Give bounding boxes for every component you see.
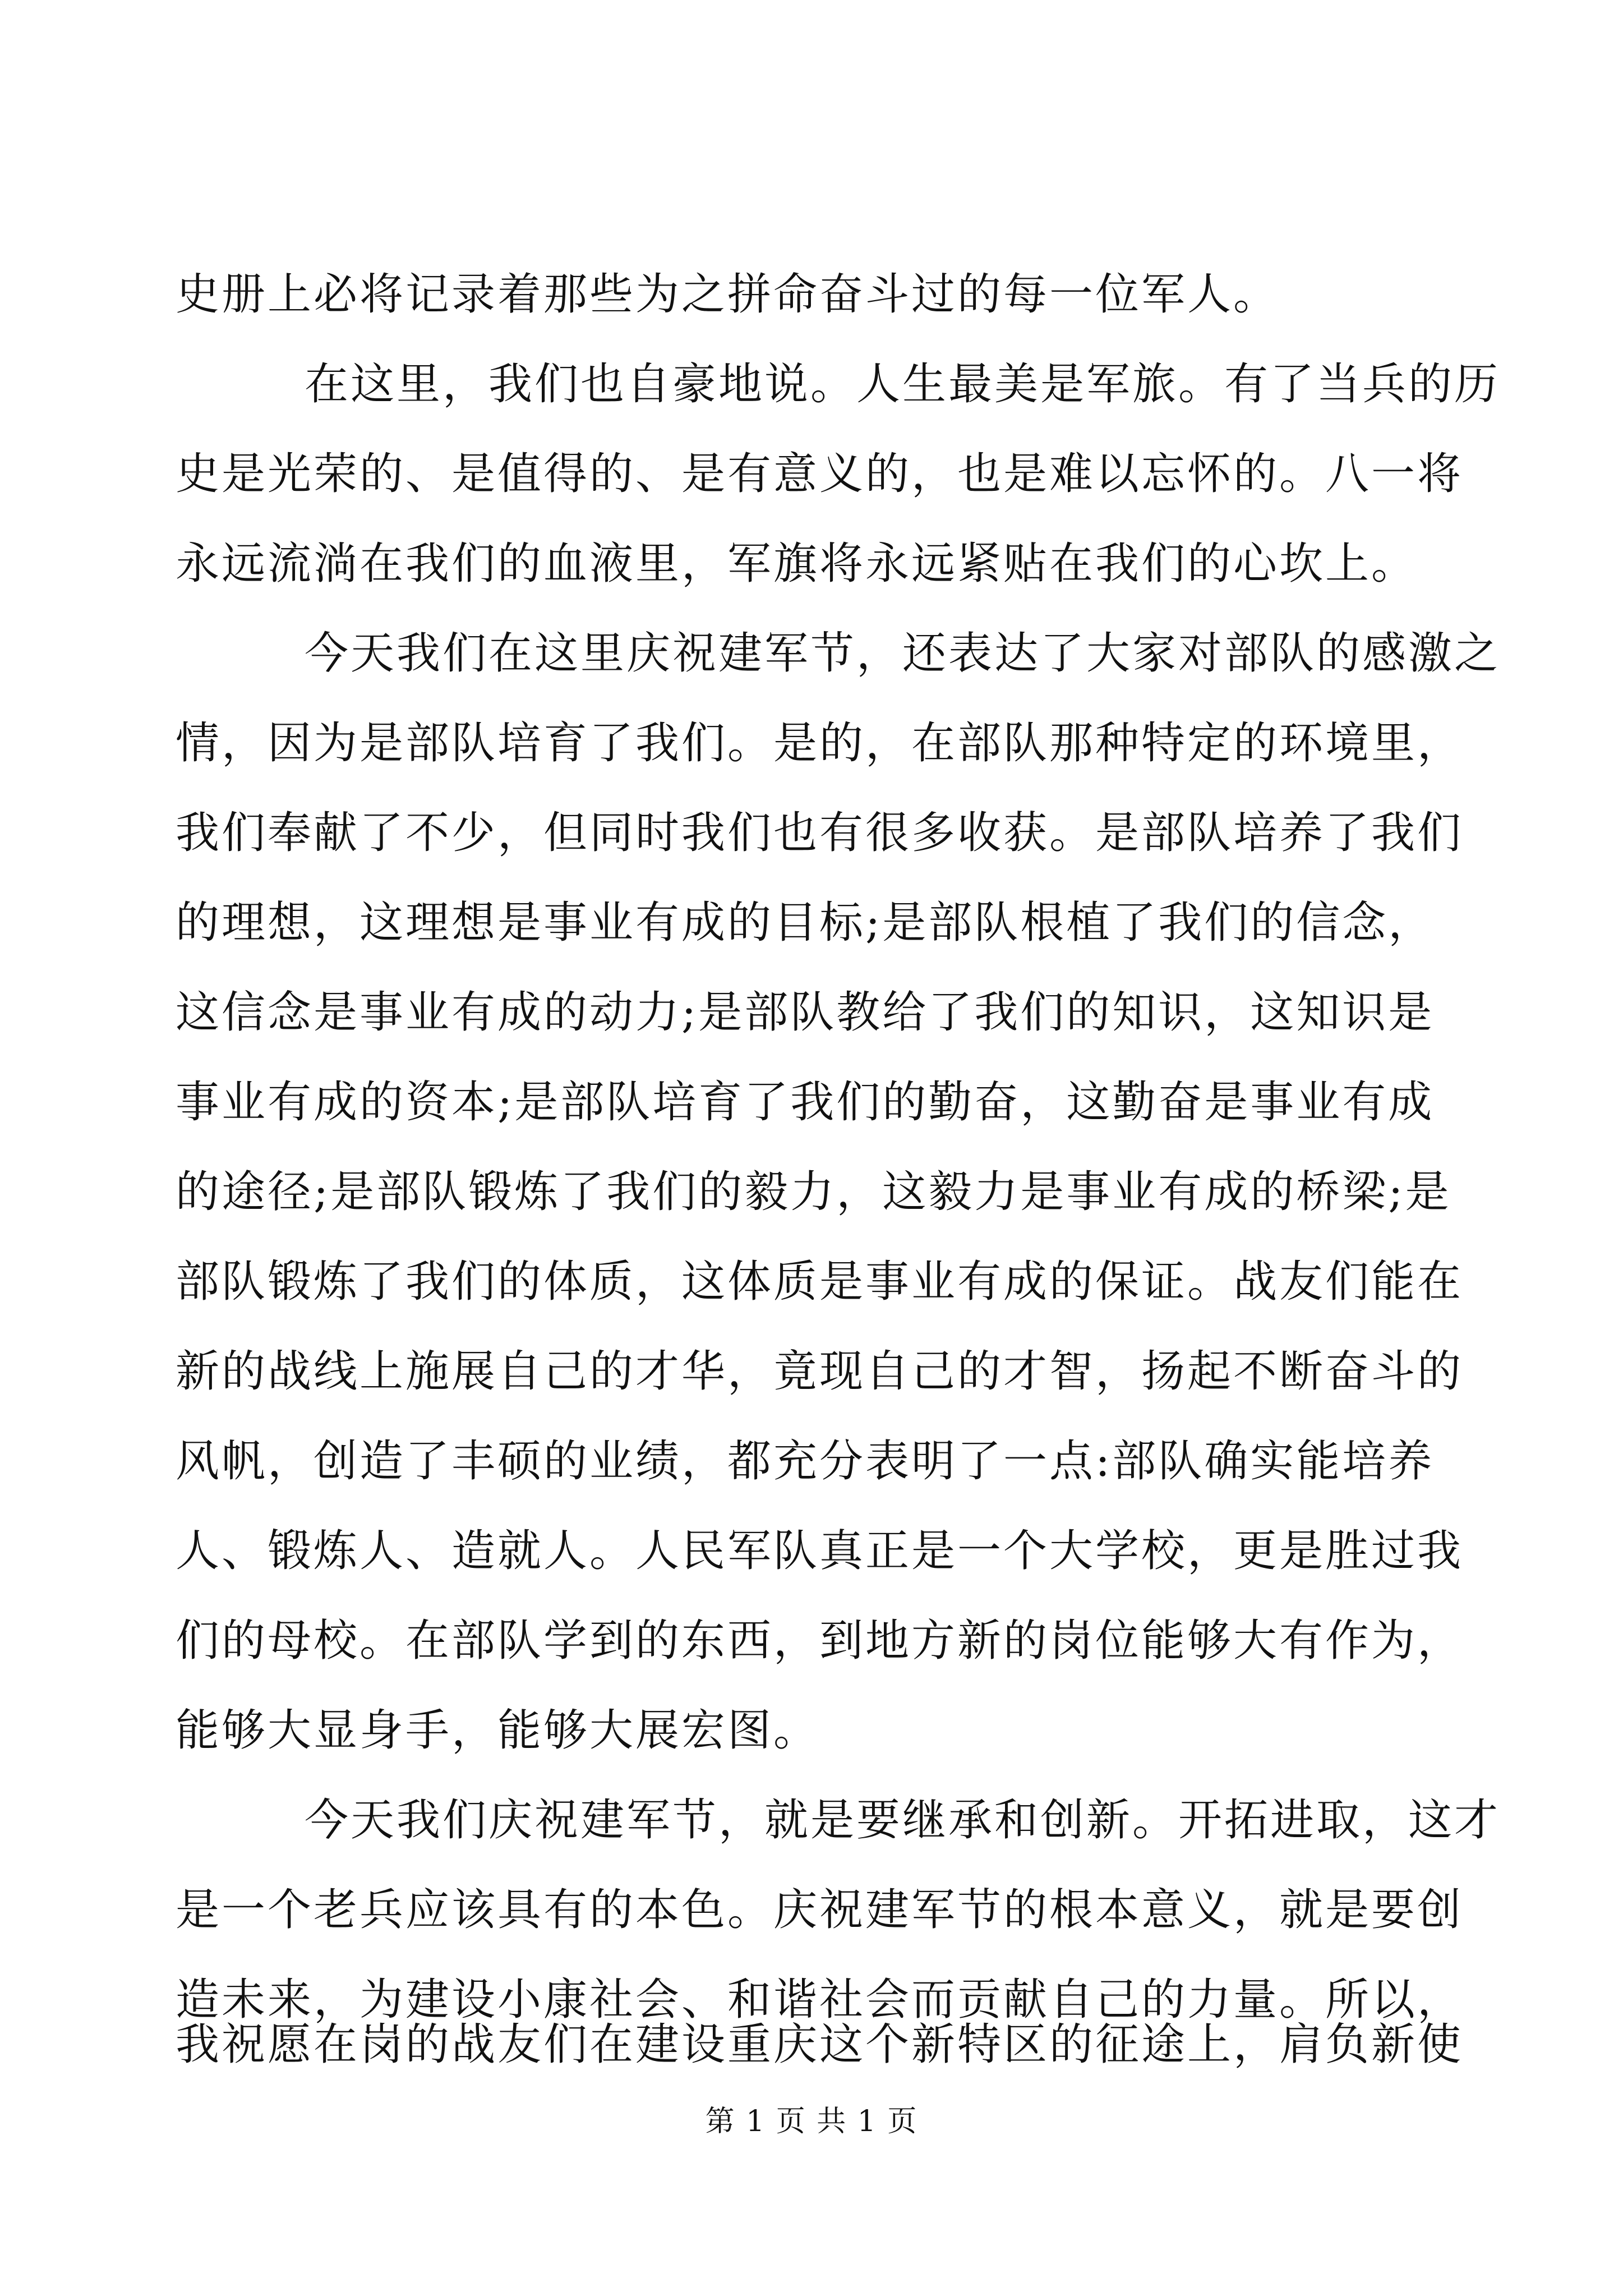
page-footer: 第 1 页 共 1 页: [705, 2105, 918, 2138]
text-line: 是一个老兵应该具有的本色。庆祝建军节的根本意义，就是要创: [176, 1885, 1464, 1935]
text-line: 新的战线上施展自己的才华，竟现自己的才智，扬起不断奋斗的: [176, 1346, 1464, 1397]
text-line: 们的母校。在部队学到的东西，到地方新的岗位能够大有作为，: [176, 1616, 1464, 1666]
text-line: 风帆，创造了丰硕的业绩，都充分表明了一点:部队确实能培养: [176, 1436, 1435, 1487]
text-line: 人、锻炼人、造就人。人民军队真正是一个大学校，更是胜过我: [176, 1526, 1464, 1576]
paragraph-start-line: 今天我们在这里庆祝建军节，还表达了大家对部队的感激之: [305, 628, 1501, 679]
text-line: 史是光荣的、是值得的、是有意义的，也是难以忘怀的。八一将: [176, 449, 1464, 499]
text-line: 造未来，为建设小康社会、和谐社会而贡献自己的力量。所以，: [176, 1975, 1464, 2025]
text-line: 的途径;是部队锻炼了我们的毅力，这毅力是事业有成的桥梁;是: [176, 1167, 1451, 1217]
text-line: 情，因为是部队培育了我们。是的，在部队那种特定的环境里，: [176, 718, 1464, 769]
text-line-final: 我祝愿在岗的战友们在建设重庆这个新特区的征途上，肩负新使: [176, 2019, 1464, 2070]
text-line: 史册上必将记录着那些为之拼命奋斗过的每一位军人。: [176, 269, 1280, 320]
text-line: 这信念是事业有成的动力;是部队教给了我们的知识，这知识是: [176, 987, 1435, 1038]
text-line: 事业有成的资本;是部队培育了我们的勤奋，这勤奋是事业有成: [176, 1077, 1435, 1128]
text-line: 的理想，这理想是事业有成的目标;是部队根植了我们的信念，: [176, 898, 1435, 948]
paragraph-start-line: 在这里，我们也自豪地说。人生最美是军旅。有了当兵的历: [305, 359, 1501, 409]
text-line: 能够大显身手，能够大展宏图。: [176, 1705, 820, 1756]
text-line: 永远流淌在我们的血液里，军旗将永远紧贴在我们的心坎上。: [176, 539, 1418, 589]
text-line: 部队锻炼了我们的体质，这体质是事业有成的保证。战友们能在: [176, 1257, 1464, 1307]
text-line: 我们奉献了不少，但同时我们也有很多收获。是部队培养了我们: [176, 808, 1464, 858]
paragraph-start-line: 今天我们庆祝建军节，就是要继承和创新。开拓进取，这才: [305, 1795, 1501, 1846]
